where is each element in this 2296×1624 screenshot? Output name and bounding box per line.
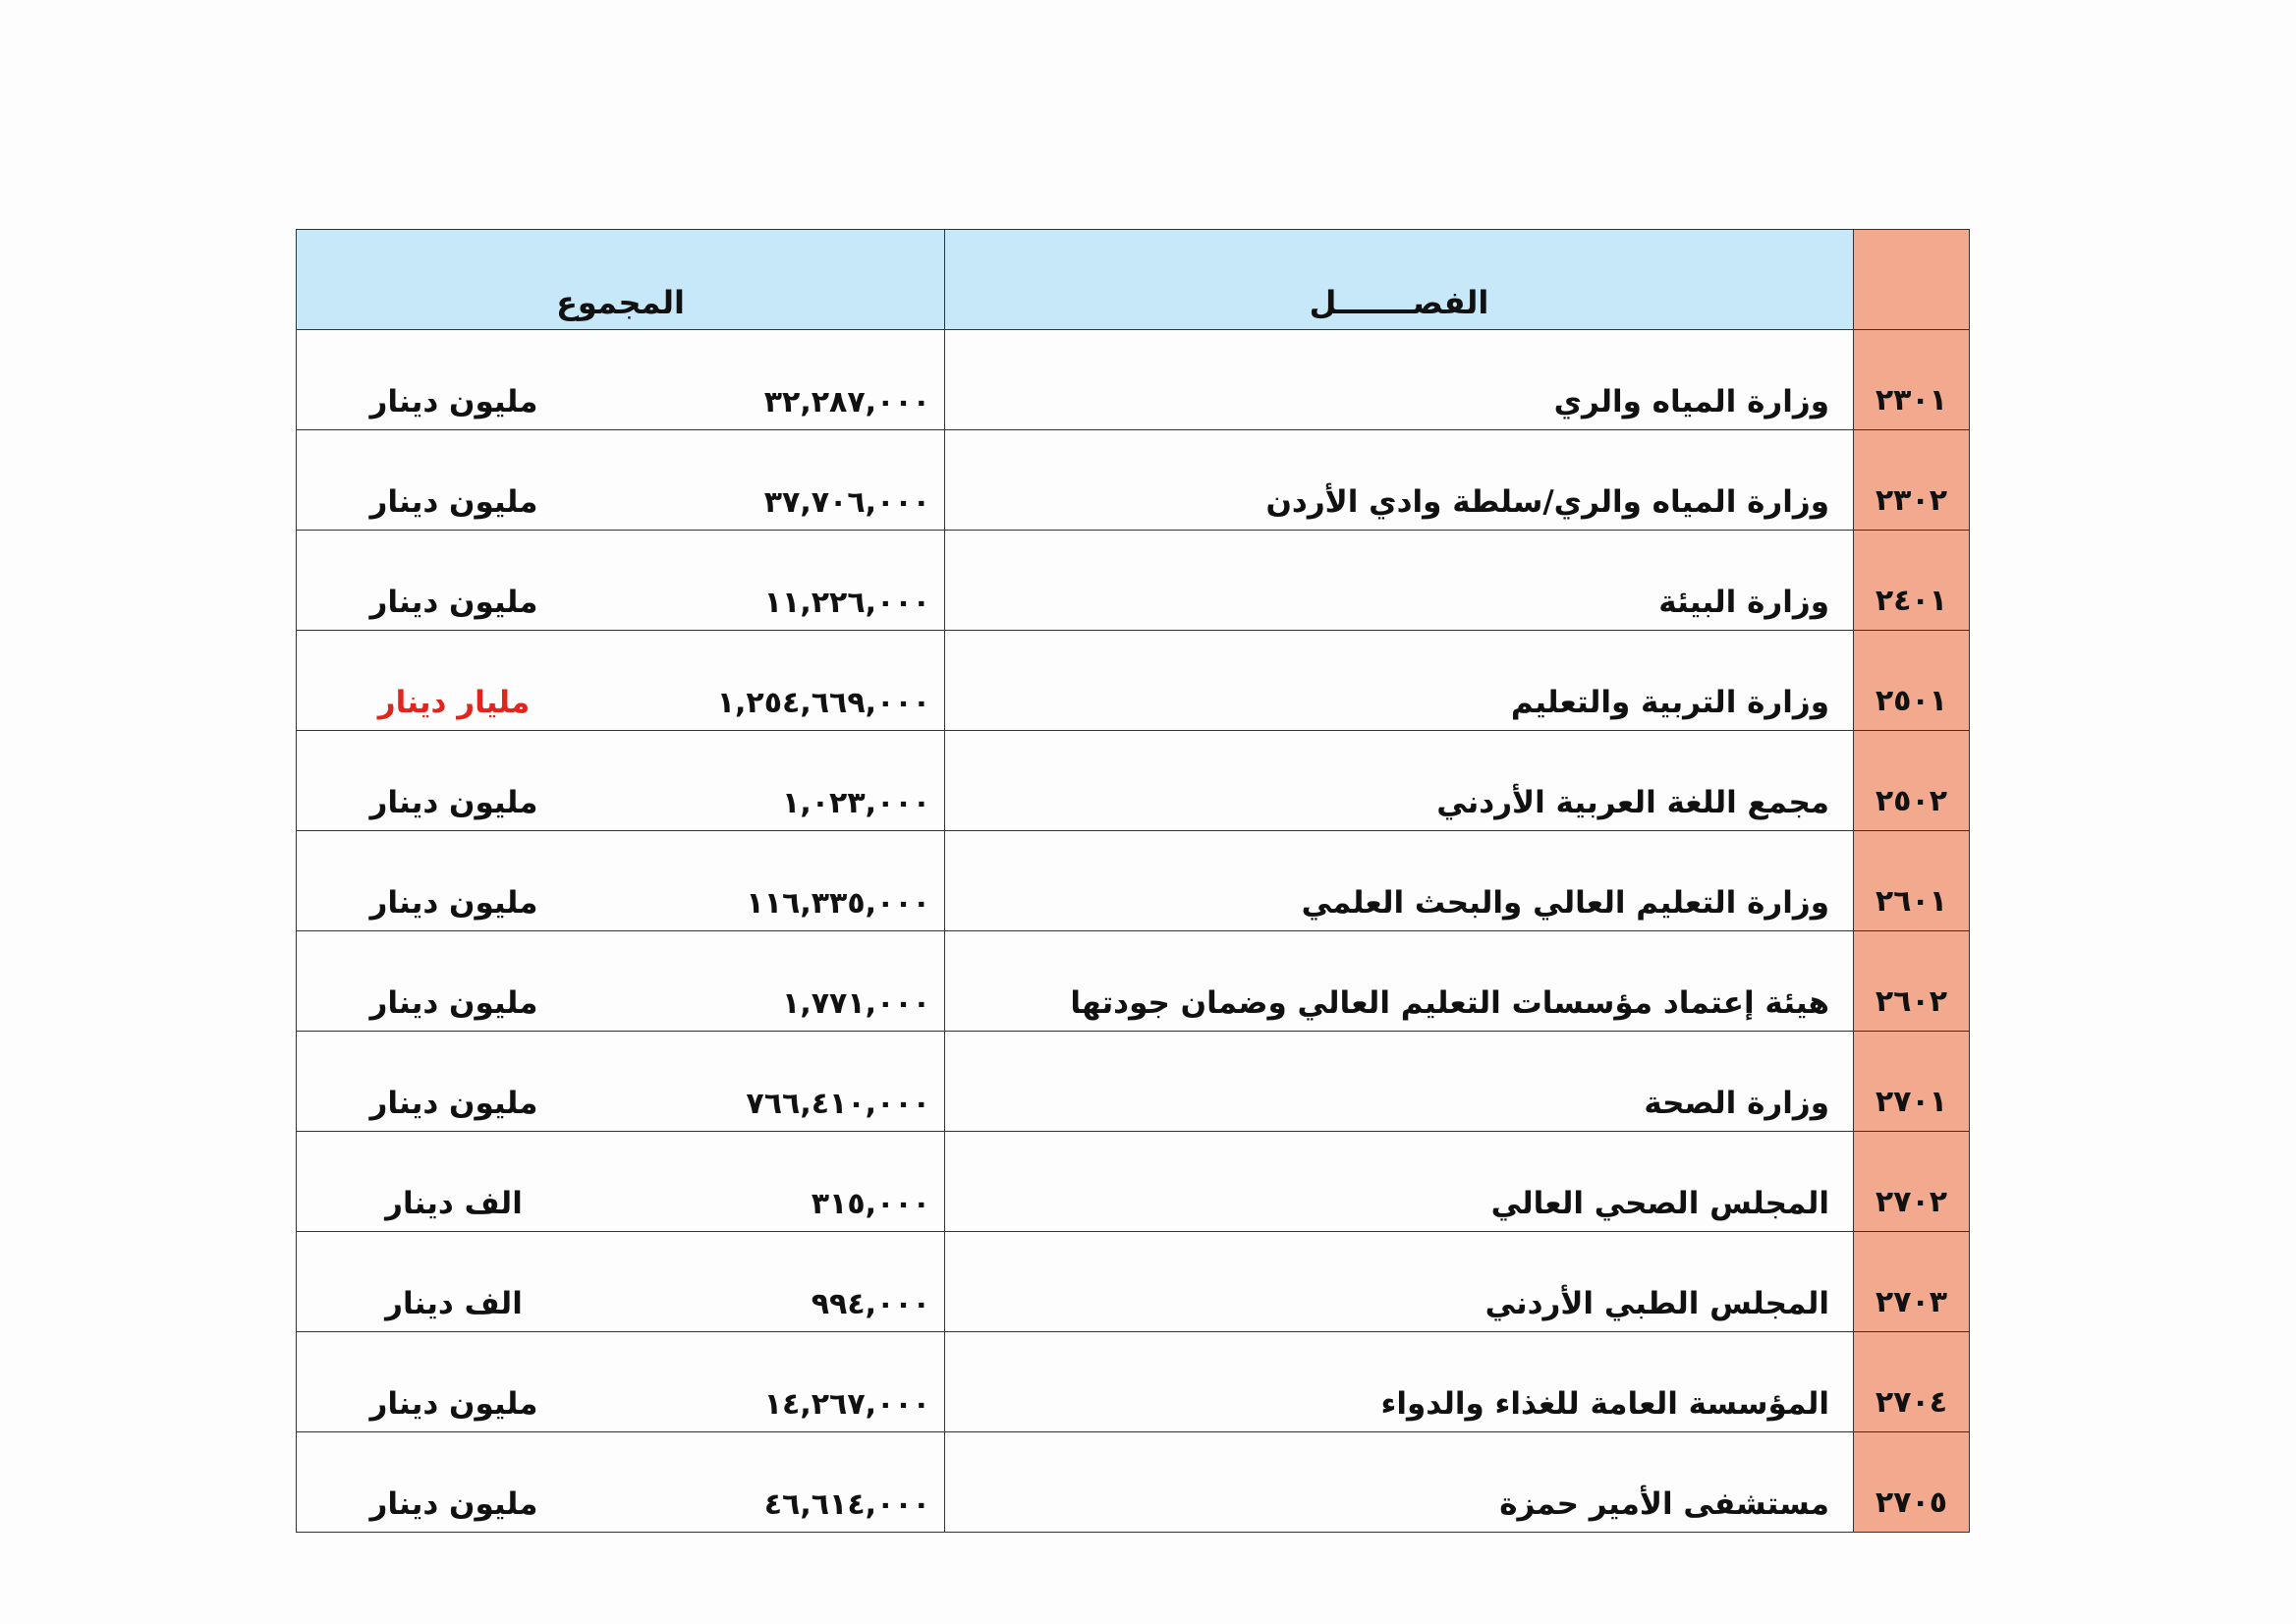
chapter-code: ٢٦٠١	[1854, 831, 1970, 931]
table-row	[297, 430, 1970, 531]
total-cell	[297, 531, 945, 631]
header-code	[1854, 230, 1970, 330]
amount-unit: مليون دينار	[369, 885, 538, 921]
amount-value: ٣١٥,٠٠٠	[811, 1187, 930, 1221]
amount-unit: مليون دينار	[369, 1086, 538, 1121]
total-cell	[297, 1132, 945, 1232]
amount-unit: مليون دينار	[369, 585, 538, 620]
amount-value: ٤٦,٦١٤,٠٠٠	[763, 1487, 930, 1522]
total-cell	[297, 1232, 945, 1332]
chapter-name: وزارة الصحة	[945, 1032, 1854, 1132]
table-row	[297, 330, 1970, 430]
total-cell	[297, 330, 945, 430]
chapter-name: المجلس الصحي العالي	[945, 1132, 1854, 1232]
amount-value: ١١٦,٣٣٥,٠٠٠	[746, 886, 930, 921]
chapter-code: ٢٧٠٢	[1854, 1132, 1970, 1232]
amount-unit: مليار دينار	[377, 685, 531, 720]
amount-value: ١,٢٥٤,٦٦٩,٠٠٠	[716, 686, 930, 720]
amount-unit: مليون دينار	[369, 384, 538, 420]
chapter-name: مستشفى الأمير حمزة	[945, 1432, 1854, 1533]
total-cell	[297, 631, 945, 731]
chapter-name: وزارة التربية والتعليم	[945, 631, 1854, 731]
chapter-name: المؤسسة العامة للغذاء والدواء	[945, 1332, 1854, 1432]
table-row	[297, 931, 1970, 1032]
amount-unit: مليون دينار	[369, 1486, 538, 1522]
table-row	[297, 631, 1970, 731]
amount-value: ٧٦٦,٤١٠,٠٠٠	[746, 1087, 930, 1121]
header-total: المجموع	[297, 230, 945, 330]
total-cell	[297, 1332, 945, 1432]
amount-unit: الف دينار	[385, 1186, 523, 1221]
total-cell	[297, 731, 945, 831]
chapter-code: ٢٤٠١	[1854, 531, 1970, 631]
chapter-code: ٢٦٠٢	[1854, 931, 1970, 1032]
table-row	[297, 1232, 1970, 1332]
table-row	[297, 531, 1970, 631]
amount-value: ١,٠٢٣,٠٠٠	[782, 786, 930, 820]
chapter-code: ٢٣٠٢	[1854, 430, 1970, 531]
table-row	[297, 1332, 1970, 1432]
amount-unit: الف دينار	[385, 1286, 523, 1321]
amount-unit: مليون دينار	[369, 484, 538, 520]
chapter-name: هيئة إعتماد مؤسسات التعليم العالي وضمان جودتها	[945, 931, 1854, 1032]
budget-table	[296, 229, 1970, 1533]
amount-unit: مليون دينار	[369, 985, 538, 1021]
amount-value: ١,٧٧١,٠٠٠	[782, 986, 930, 1021]
chapter-code: ٢٧٠٥	[1854, 1432, 1970, 1533]
amount-value: ٣٢,٢٨٧,٠٠٠	[763, 385, 930, 420]
total-cell	[297, 1432, 945, 1533]
table-row	[297, 1032, 1970, 1132]
amount-value: ١١,٢٢٦,٠٠٠	[763, 586, 930, 620]
table-row	[297, 1132, 1970, 1232]
chapter-code: ٢٥٠٢	[1854, 731, 1970, 831]
chapter-name: وزارة التعليم العالي والبحث العلمي	[945, 831, 1854, 931]
chapter-code: ٢٧٠٤	[1854, 1332, 1970, 1432]
chapter-name: وزارة المياه والري	[945, 330, 1854, 430]
header-chapter: الفصـــــــل	[945, 230, 1854, 330]
total-cell	[297, 931, 945, 1032]
table-body	[297, 230, 1970, 1533]
table-row	[297, 1432, 1970, 1533]
table-header-row	[297, 230, 1970, 330]
chapter-code: ٢٥٠١	[1854, 631, 1970, 731]
total-cell	[297, 1032, 945, 1132]
chapter-name: مجمع اللغة العربية الأردني	[945, 731, 1854, 831]
amount-value: ٣٧,٧٠٦,٠٠٠	[763, 485, 930, 520]
amount-value: ٩٩٤,٠٠٠	[811, 1287, 930, 1321]
total-cell	[297, 430, 945, 531]
chapter-code: ٢٧٠٣	[1854, 1232, 1970, 1332]
total-cell	[297, 831, 945, 931]
chapter-name: وزارة المياه والري/سلطة وادي الأردن	[945, 430, 1854, 531]
chapter-name: وزارة البيئة	[945, 531, 1854, 631]
amount-value: ١٤,٢٦٧,٠٠٠	[763, 1387, 930, 1422]
chapter-name: المجلس الطبي الأردني	[945, 1232, 1854, 1332]
chapter-code: ٢٣٠١	[1854, 330, 1970, 430]
chapter-code: ٢٧٠١	[1854, 1032, 1970, 1132]
amount-unit: مليون دينار	[369, 1386, 538, 1422]
table-row	[297, 731, 1970, 831]
amount-unit: مليون دينار	[369, 785, 538, 820]
table-row	[297, 831, 1970, 931]
